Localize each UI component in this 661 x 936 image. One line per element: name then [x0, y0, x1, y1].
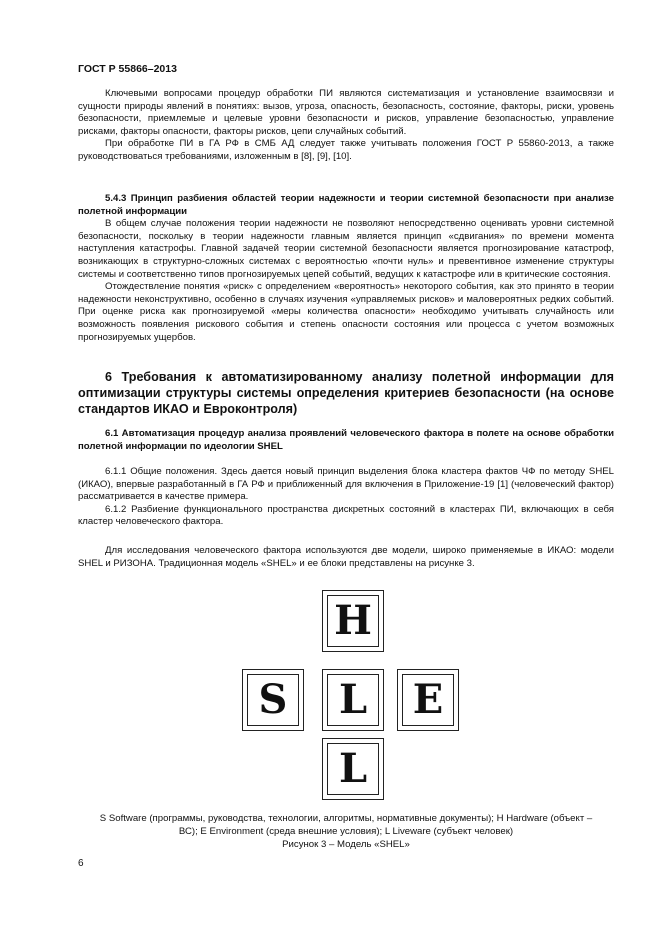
paragraph: При обработке ПИ в ГА РФ в СМБ АД следует также учитывать положения ГОСТ Р 55860-2013, а также руководствоваться требованиями, изложенным в [8], [9], [10]. — [78, 138, 614, 162]
paragraph: В общем случае положения теории надежности не позволяют непосредственно оценивать уровни системной безопасности, поскольку в теории надежности главным является принцип «сдвигания» по времени момента наступления катастрофы. Главной задачей теории системной безопасности является прогнозирование катастроф, возникающих в структурно-сложных системах с вероятностью «почти нуль» и превентивное изменение структуры системы и соответственно типов прогнозируемых цепей событий, ведущих к катастрофе или в критические состояния. — [78, 218, 614, 280]
software-block: S — [242, 669, 304, 731]
document-header: ГОСТ Р 55866–2013 — [78, 63, 177, 75]
paragraph: Ключевыми вопросами процедур обработки ПИ являются систематизация и установление взаимосвязи и сущности природы явлений в понятиях: вызов, угроза, опасность, безопасность, состояние, факторы, риски, уровень безопасности, приемлемые и целевые уровни безопасности и рисков, управление безопасностью, управление рисками, факторы опасности, факторы рисков, цепи случайных событий. — [78, 88, 614, 137]
section-6-1 — [78, 428, 614, 453]
paragraph: 6.1.1 Общие положения. Здесь дается новый принцип выделения блока кластера фактов ЧФ по методу SHEL (ИКАО), впервые разработанный в ГА РФ и приближенный для включения в Приложение-19 [1] (человеческий фактор) рассматривается в качестве примера. — [78, 466, 614, 503]
figure-caption-block — [90, 812, 602, 851]
environment-block: E — [397, 669, 459, 731]
chapter-heading: 6 Требования к автоматизированному анализу полетной информации для оптимизации структуры системы определения критериев безопасности (на основе стандартов ИКАО и Евроконтроля) — [78, 370, 614, 416]
section-6 — [78, 369, 614, 417]
figure-caption: Рисунок 3 – Модель «SHEL» — [282, 839, 410, 850]
liveware-center-block: L — [322, 669, 384, 731]
subsection-heading: 6.1 Автоматизация процедур анализа проявлений человеческого фактора в полете на основе обработки полетной информации по идеологии SHEL — [78, 428, 614, 452]
models-text — [78, 545, 614, 570]
section-heading: 5.4.3 Принцип разбиения областей теории надежности и теории системной безопасности при анализе полетной информации — [78, 193, 614, 217]
figure-legend: S Software (программы, руководства, технологии, алгоритмы, нормативные документы); H Hardware (объект – ВС); E Environment (среда внешние условия); L Liveware (субъект человек) — [99, 813, 593, 837]
section-5-4-3 — [78, 193, 614, 344]
paragraph: Для исследования человеческого фактора используются две модели, широко применяемые в ИКАО: модели SHEL и РИЗОНА. Традиционная модель «SHEL» и ее блоки представлены на рисунке 3. — [78, 545, 614, 569]
intro-text — [78, 88, 614, 164]
liveware-bottom-block: L — [322, 738, 384, 800]
hardware-block: H — [322, 590, 384, 652]
paragraph: 6.1.2 Разбиение функционального пространства дискретных состояний в кластерах ПИ, включающих в себя кластер человеческого фактора. — [78, 503, 614, 528]
page-number: 6 — [78, 858, 84, 869]
paragraph: Отождествление понятия «риск» с определением «вероятность» некоторого события, как это принято в теории надежности неконструктивно, особенно в случаях изучения «управляемых рисков» и маловероятных редких событий. При оценке риска как прогнозируемой «меры количества опасности» необходимо учитывать случайность или возможность появления рискового события и степень опасности состояния или процесса с учетом возможных прогнозируемых ущербов. — [78, 281, 614, 343]
section-6-1-body — [78, 466, 614, 529]
